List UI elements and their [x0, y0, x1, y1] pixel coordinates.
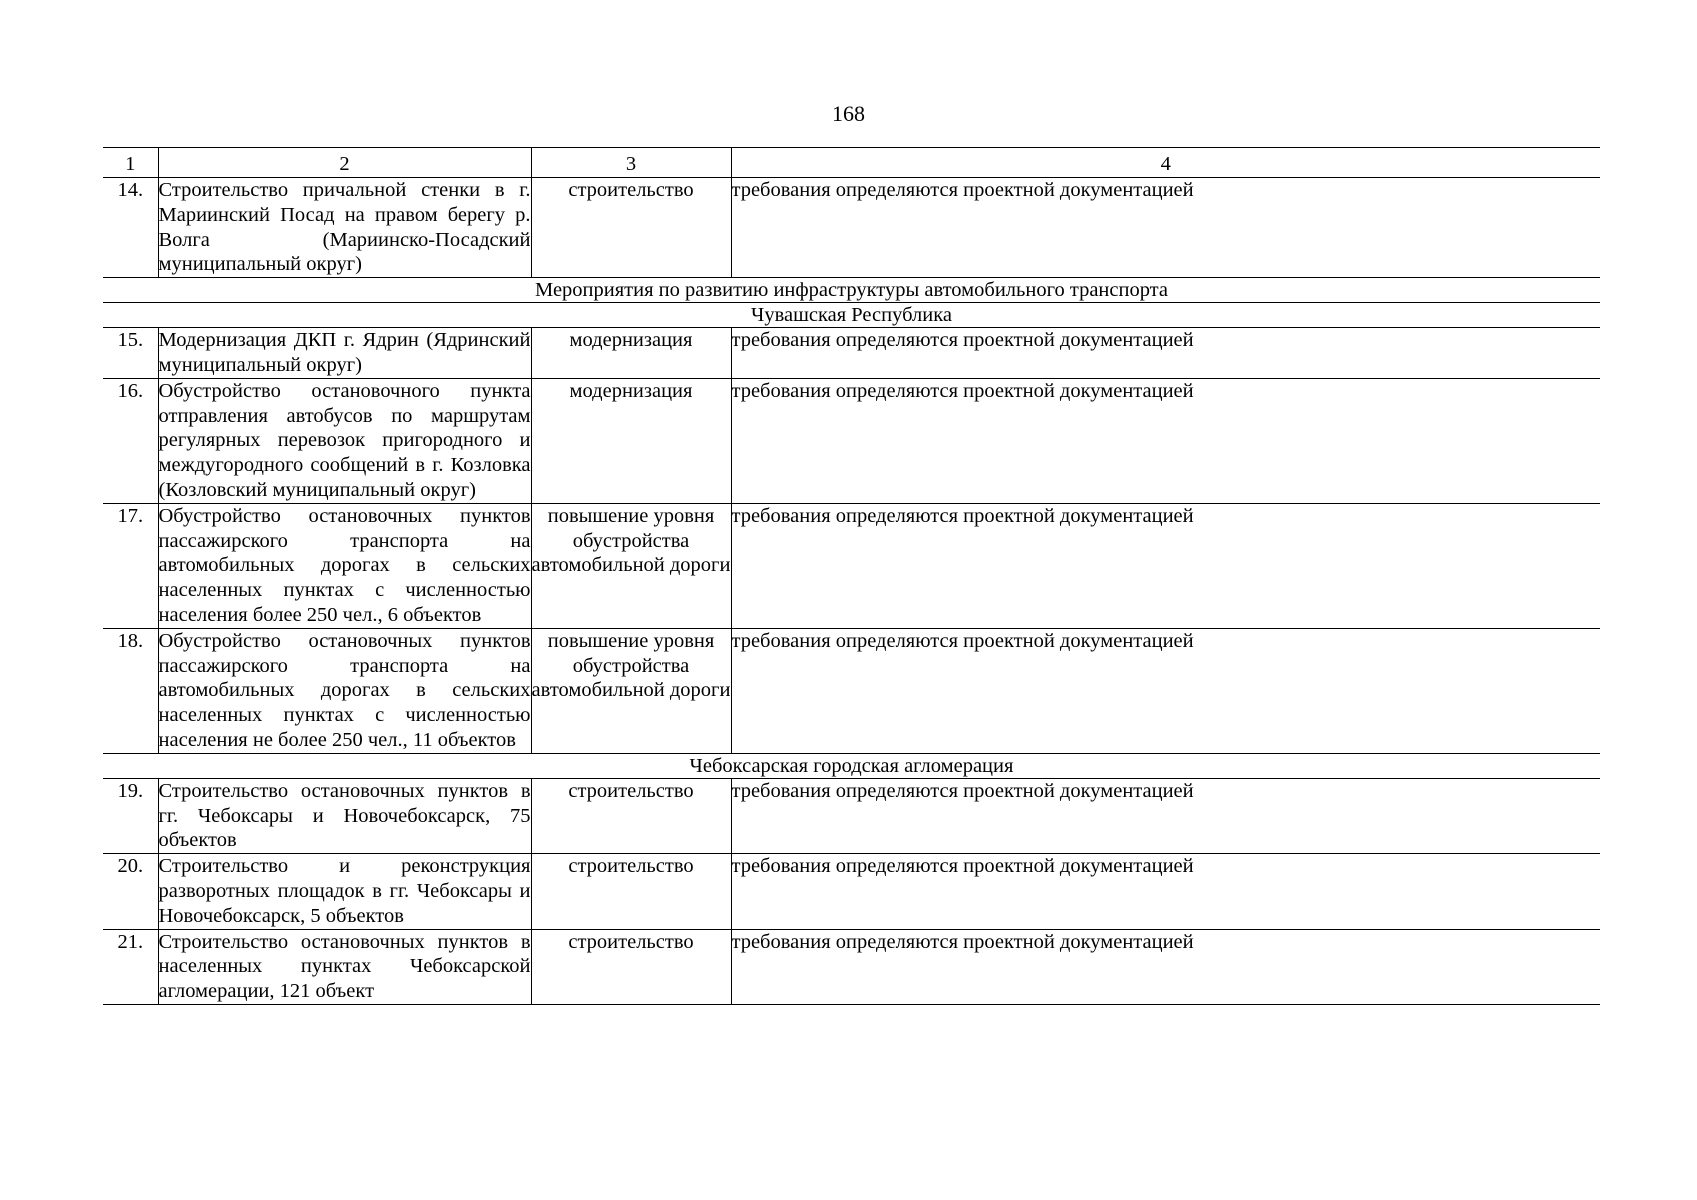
- measure-type: строительство: [531, 854, 731, 929]
- row-number: 18.: [103, 628, 158, 753]
- column-header-1: 1: [103, 148, 158, 178]
- measure-name: Модернизация ДКП г. Ядрин (Ядринский муниципальный округ): [158, 328, 531, 379]
- measure-name: Обустройство остановочного пункта отправления автобусов по маршрутам регулярных перевозок пригородного и междугородного сообщений в г. Козловка (Козловский муниципальный округ): [158, 378, 531, 503]
- column-header-3: 3: [531, 148, 731, 178]
- table-row: [103, 628, 1600, 753]
- measure-name: Строительство остановочных пунктов в гг. Чебоксары и Новочебоксарск, 75 объектов: [158, 778, 531, 853]
- table-row: [103, 178, 1600, 278]
- measure-requirements: требования определяются проектной документацией: [731, 778, 1600, 853]
- section-heading-row: [103, 278, 1600, 303]
- measure-type: модернизация: [531, 378, 731, 503]
- table-body: [103, 148, 1600, 1005]
- measure-requirements: требования определяются проектной документацией: [731, 929, 1600, 1004]
- table-row: [103, 854, 1600, 929]
- table-row: [103, 503, 1600, 628]
- measure-requirements: требования определяются проектной документацией: [731, 628, 1600, 753]
- column-header-2: 2: [158, 148, 531, 178]
- page-number: 168: [832, 101, 865, 126]
- section-title: Чебоксарская городская агломерация: [103, 753, 1600, 778]
- table-row: [103, 328, 1600, 379]
- row-number: 15.: [103, 328, 158, 379]
- measure-type: строительство: [531, 929, 731, 1004]
- row-number: 19.: [103, 778, 158, 853]
- measure-name: Строительство и реконструкция разворотных площадок в гг. Чебоксары и Новочебоксарск, 5 объектов: [158, 854, 531, 929]
- measure-type: повышение уровня обустройства автомобильной дороги: [531, 503, 731, 628]
- table-row: [103, 778, 1600, 853]
- row-number: 16.: [103, 378, 158, 503]
- measure-name: Строительство причальной стенки в г. Мариинский Посад на правом берегу р. Волга (Мариинско-Посадский муниципальный округ): [158, 178, 531, 278]
- section-title: Мероприятия по развитию инфраструктуры автомобильного транспорта: [103, 278, 1600, 303]
- row-number: 21.: [103, 929, 158, 1004]
- table-row: [103, 929, 1600, 1004]
- measure-name: Строительство остановочных пунктов в населенных пунктах Чебоксарской агломерации, 121 объект: [158, 929, 531, 1004]
- measure-name: Обустройство остановочных пунктов пассажирского транспорта на автомобильных дорогах в сельских населенных пунктах с численностью населения более 250 чел., 6 объектов: [158, 503, 531, 628]
- measure-requirements: требования определяются проектной документацией: [731, 178, 1600, 278]
- section-heading-row: [103, 753, 1600, 778]
- section-title: Чувашская Республика: [103, 303, 1600, 328]
- column-header-4: 4: [731, 148, 1600, 178]
- requirements-table: [103, 147, 1600, 1005]
- measure-type: повышение уровня обустройства автомобильной дороги: [531, 628, 731, 753]
- row-number: 17.: [103, 503, 158, 628]
- measure-requirements: требования определяются проектной документацией: [731, 854, 1600, 929]
- table-row: [103, 378, 1600, 503]
- section-heading-row: [103, 303, 1600, 328]
- measure-requirements: требования определяются проектной документацией: [731, 328, 1600, 379]
- measure-type: модернизация: [531, 328, 731, 379]
- measure-requirements: требования определяются проектной документацией: [731, 378, 1600, 503]
- row-number: 20.: [103, 854, 158, 929]
- measure-requirements: требования определяются проектной документацией: [731, 503, 1600, 628]
- measure-type: строительство: [531, 178, 731, 278]
- row-number: 14.: [103, 178, 158, 278]
- measure-name: Обустройство остановочных пунктов пассажирского транспорта на автомобильных дорогах в сельских населенных пунктах с численностью населения не более 250 чел., 11 объектов: [158, 628, 531, 753]
- column-number-row: [103, 148, 1600, 178]
- measure-type: строительство: [531, 778, 731, 853]
